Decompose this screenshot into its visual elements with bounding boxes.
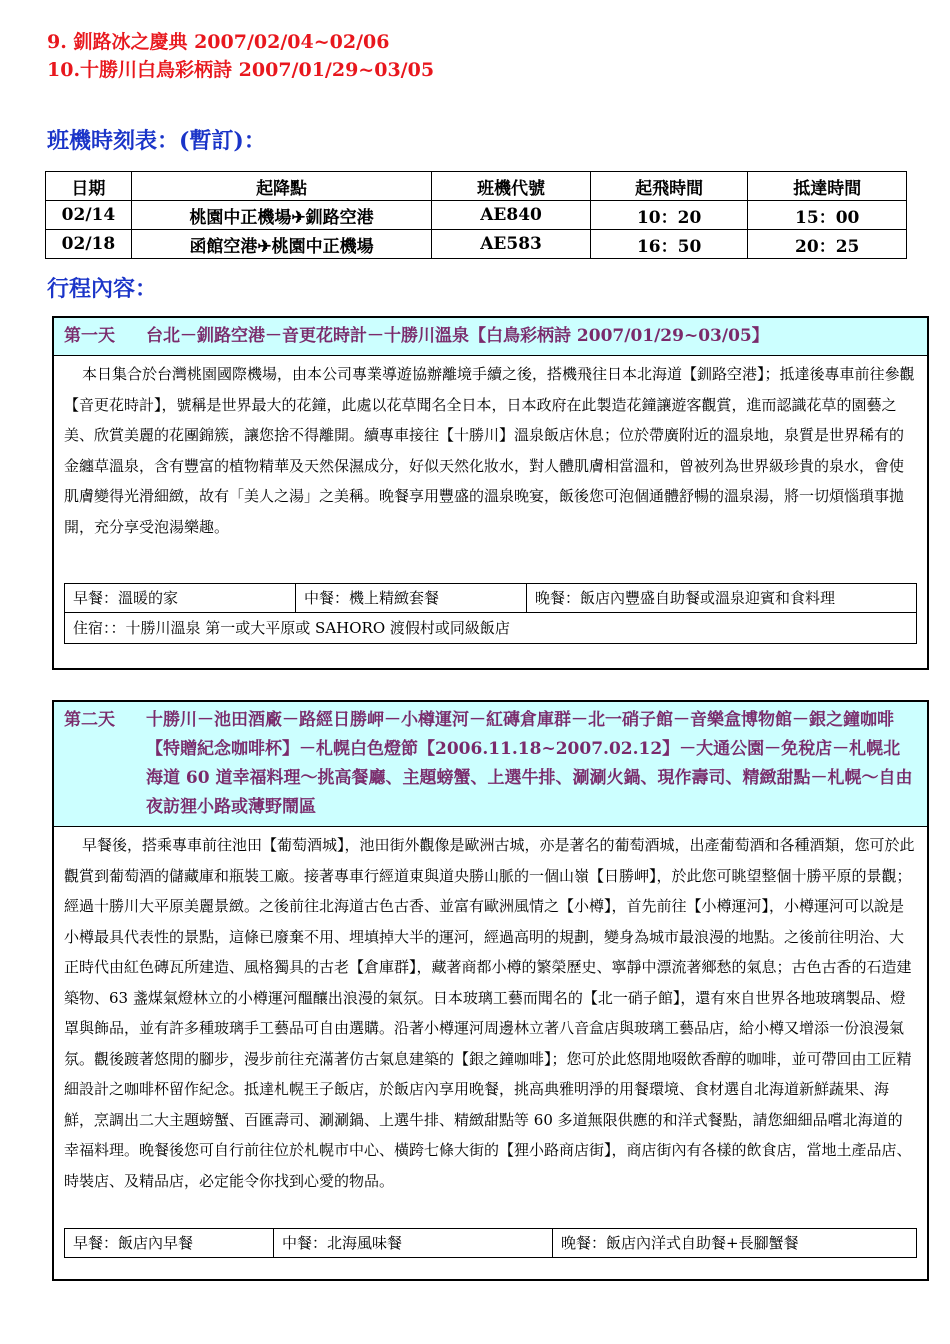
day1-header [54, 318, 927, 356]
flight-date: 02/18 [46, 230, 132, 259]
flight-route: 桃園中正機場✈釧路空港 [131, 201, 431, 230]
breakfast: 早餐：溫暖的家 [65, 584, 296, 612]
event-item: 9. 釧路冰之慶典 2007/02/04~02/06 [47, 31, 390, 53]
event-item: 10.十勝川白鳥彩柄詩 2007/01/29~03/05 [47, 59, 435, 81]
day-route: 台北－釧路空港－音更花時計－十勝川溫泉【白鳥彩柄詩 2007/01/29~03/05】 [146, 326, 769, 346]
day1-accommodation: 住宿：：十勝川溫泉 第一或大平原或 SAHORO 渡假村或同級飯店 [64, 613, 917, 644]
header-arrival: 抵達時間 [748, 172, 907, 201]
day2-section [52, 700, 929, 1281]
day2-header [54, 702, 927, 827]
dinner: 晚餐：飯店內洋式自助餐+長腳蟹餐 [561, 1234, 799, 1252]
day1-description: 本日集合於台灣桃園國際機場，由本公司專業導遊協辦離境手續之後，搭機飛往日本北海道【釧路空港】；抵達後專車前往參觀【音更花時計】，號稱是世界最大的花鐘，此處以花草聞名全日本，日本政府在此製造花鐘讓遊客觀賞，進而認識花草的園藝之美、欣賞美麗的花團錦簇，讓您捨不得離開。續專車接往【十勝川】溫泉飯店休息；位於帶廣附近的溫泉地，泉質是世界稀有的金纏草溫泉，含有豐富的植物精華及天然保濕成分，好似天然化妝水，對人體肌膚相當溫和，曾被列為世界級珍貴的泉水，會使肌膚變得光滑細緻，故有「美人之湯」之美稱。晚餐享用豐盛的溫泉晚宴，飯後您可泡個通體舒暢的溫泉湯，將一切煩惱瑣事拋開，充分享受泡湯樂趣。 [64, 365, 915, 536]
breakfast: 早餐：飯店內早餐 [65, 1229, 274, 1257]
day1-meals [64, 583, 917, 613]
header-date: 日期 [46, 172, 132, 201]
table-header-row [46, 172, 907, 201]
lunch: 中餐：北海風味餐 [274, 1229, 553, 1257]
day2-meals [64, 1228, 917, 1258]
day1-section [52, 316, 929, 670]
flight-departure: 10：20 [590, 201, 748, 230]
flight-number: AE583 [432, 230, 591, 259]
flight-route: 函館空港✈桃園中正機場 [131, 230, 431, 259]
table-row [46, 230, 907, 259]
day-label: 第二天 [64, 710, 115, 730]
day-label: 第一天 [64, 326, 115, 346]
itinerary-title: 行程內容： [47, 276, 158, 302]
schedule-title: 班機時刻表：(暫訂)： [47, 128, 266, 154]
flight-number: AE840 [432, 201, 591, 230]
flight-departure: 16：50 [590, 230, 748, 259]
day-route: 十勝川－池田酒廠－路經日勝岬－小樽運河－紅磚倉庫群－北一硝子館－音樂盒博物館－銀之鐘咖啡【特贈紀念咖啡杯】－札幌白色燈節【2006.11.18~2007.02.12】－大通公園－免稅店－札幌北海道 60 道幸福料理～挑高餐廳、主題螃蟹、上選牛排、涮涮火鍋、現作壽司、精緻甜點－札幌～自由夜訪狸小路或薄野鬧區 [146, 710, 913, 817]
dinner: 晚餐：飯店內豐盛自助餐或溫泉迎賓和食料理 [535, 589, 836, 607]
lunch: 中餐：機上精緻套餐 [296, 584, 527, 612]
flight-arrival: 15：00 [748, 201, 907, 230]
day2-description: 早餐後，搭乘專車前往池田【葡萄酒城】，池田街外觀像是歐洲古城，亦是著名的葡萄酒城，出產葡萄酒和各種酒類，您可於此觀賞到葡萄酒的儲藏庫和瓶裝工廠。接著專車行經道東與道央勝山脈的一個山嶺【日勝岬】，於此您可眺望整個十勝平原的景觀；經過十勝川大平原美麗景緻。之後前往北海道古色古香、並富有歐洲風情之【小樽】，首先前往【小樽運河】，小樽運河可以說是小樽最具代表性的景點，這條已廢棄不用、埋填掉大半的運河，經過高明的規劃，變身為城市最浪漫的地點。之後前往明治、大正時代由紅色磚瓦所建造、風格獨具的古老【倉庫群】，藏著商都小樽的繁榮歷史、寧靜中漂流著鄉愁的氣息；古色古香的石造建築物、63 盞煤氣燈林立的小樽運河醞釀出浪漫的氣氛。日本玻璃工藝而聞名的【北一硝子館】，還有來自世界各地玻璃製品、燈罩與飾品，並有許多種玻璃手工藝品可自由選購。沿著小樽運河周邊林立著八音盒店與玻璃工藝品店，給小樽又增添一份浪漫氣氛。觀後踱著悠閒的腳步，漫步前往充滿著仿古氣息建築的【銀之鐘咖啡】；您可於此悠閒地啜飲香醇的咖啡，並可帶回由工匠精細設計之咖啡杯留作紀念。抵達札幌王子飯店，於飯店內享用晚餐，挑高典雅明淨的用餐環境、食材選自北海道新鮮蔬果、海鮮，烹調出二大主題螃蟹、百匯壽司、涮涮鍋、上選牛排、精緻甜點等 60 多道無限供應的和洋式餐點，請您細細品嚐北海道的幸福料理。晚餐後您可自行前往位於札幌市中心、橫跨七條大街的【狸小路商店街】，商店街內有各樣的飲食店，當地土產品店、時裝店、及精品店，必定能令你找到心愛的物品。 [64, 836, 915, 1190]
header-departure: 起飛時間 [590, 172, 748, 201]
event-list [47, 28, 434, 84]
table-row [46, 201, 907, 230]
header-flight-no: 班機代號 [432, 172, 591, 201]
flight-schedule-table [45, 171, 907, 259]
flight-arrival: 20：25 [748, 230, 907, 259]
header-route: 起降點 [131, 172, 431, 201]
flight-date: 02/14 [46, 201, 132, 230]
